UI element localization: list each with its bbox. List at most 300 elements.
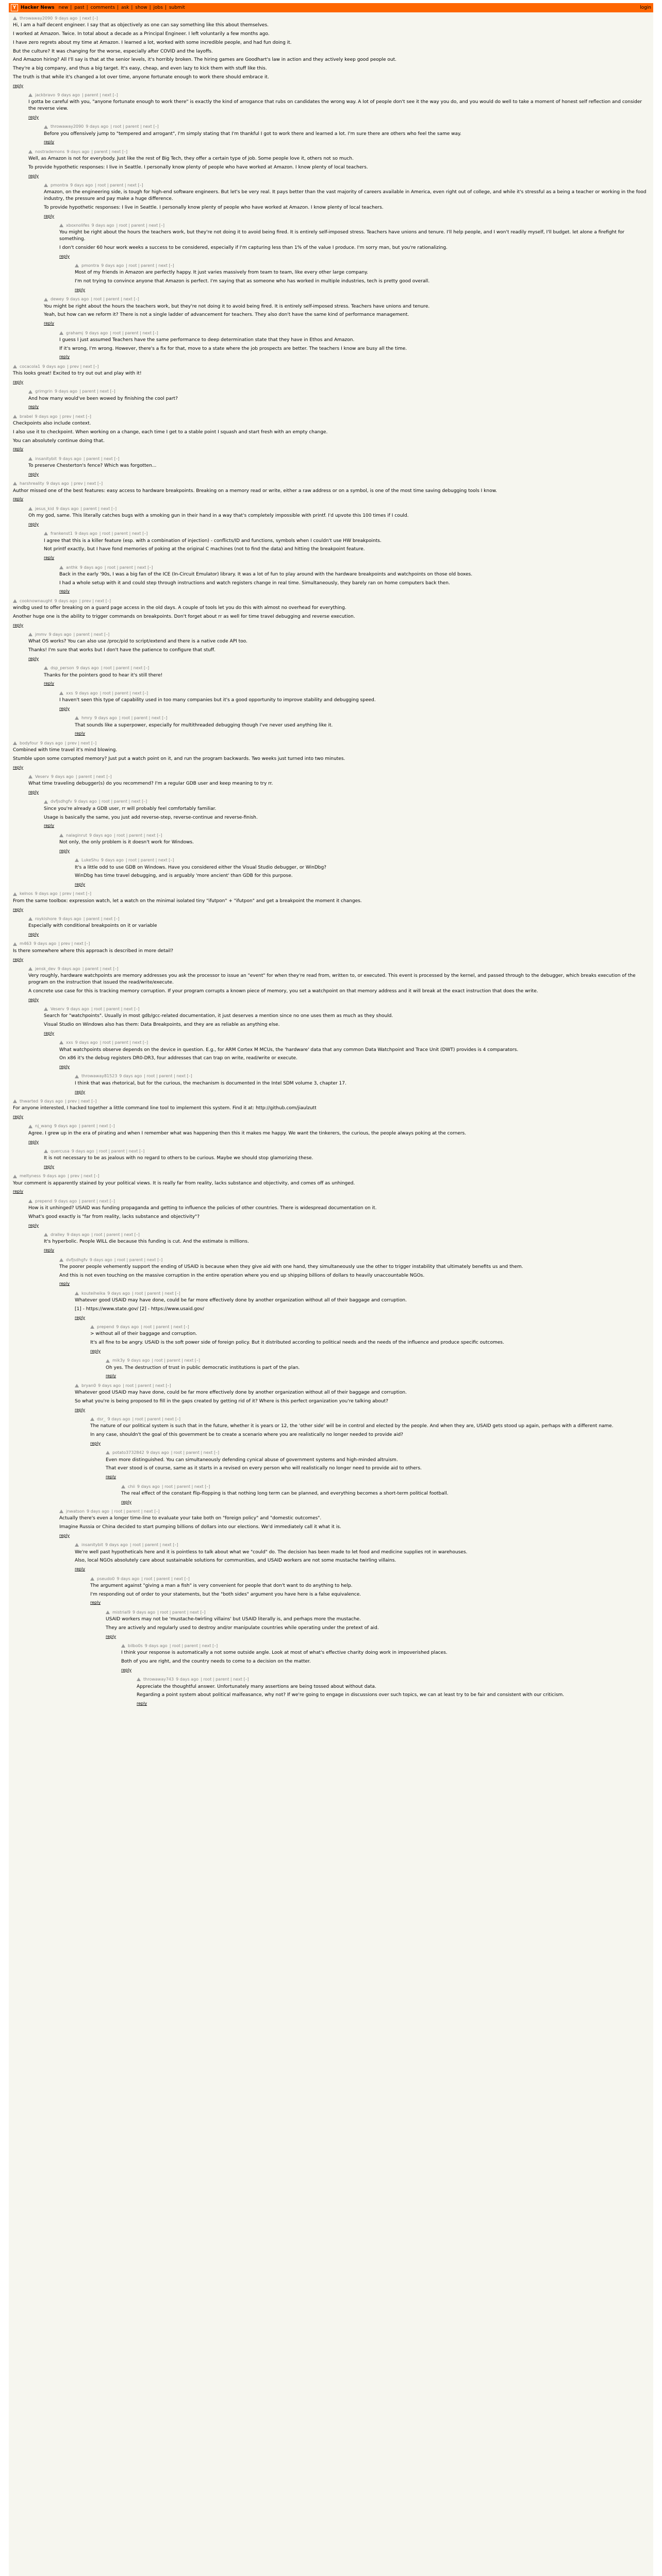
reply-link[interactable]: reply [28, 404, 39, 410]
reply-link[interactable]: reply [44, 823, 55, 828]
comment-nav-links[interactable]: | prev | next [–] [64, 740, 97, 745]
comment-author[interactable]: brabel [20, 414, 33, 419]
comment-author[interactable]: grahamj [66, 330, 84, 335]
comment-author[interactable]: harshreality [20, 481, 44, 486]
comment [75, 1073, 649, 1094]
comment-author[interactable]: m463 [20, 941, 32, 946]
reply-link[interactable]: reply [44, 213, 55, 218]
comment [90, 1416, 649, 1446]
upvote-arrow-icon[interactable] [59, 1510, 63, 1513]
comment-age[interactable]: 9 days ago [89, 833, 112, 838]
comment-nav-links[interactable]: | root | parent | next [–] [99, 531, 148, 536]
upvote-arrow-icon[interactable] [59, 834, 63, 837]
comment-nav-links[interactable]: | root | parent | next [–] [119, 716, 168, 721]
comment-nav-links[interactable]: | root | parent | next [–] [111, 1509, 160, 1514]
upvote-arrow-icon[interactable] [44, 125, 48, 129]
upvote-arrow-icon[interactable] [13, 1099, 17, 1103]
reply-link[interactable]: reply [59, 706, 70, 711]
comment-text [59, 1047, 649, 1062]
comment-nav-links[interactable]: | root | parent | next [–] [113, 833, 162, 838]
comment-age[interactable]: 9 days ago [91, 223, 114, 228]
comment-author[interactable]: bodyfour [20, 740, 38, 745]
upvote-arrow-icon[interactable] [75, 1075, 79, 1078]
comment-author[interactable]: dralley [51, 1232, 65, 1238]
reply-link[interactable]: reply [13, 957, 24, 962]
comment-nav-links[interactable]: | parent | next [–] [79, 389, 115, 394]
reply-link[interactable]: reply [90, 1600, 101, 1605]
comment-author[interactable]: mik3y [112, 1358, 125, 1363]
comment-nav-links[interactable]: | root | parent | next [–] [123, 1383, 171, 1388]
comment-age[interactable]: 9 days ago [54, 1198, 77, 1204]
upvote-arrow-icon[interactable] [75, 264, 79, 267]
comment-author[interactable]: pmontra [51, 183, 69, 188]
upvote-arrow-icon[interactable] [106, 1611, 110, 1614]
comment-author[interactable]: dsr_ [97, 1417, 106, 1422]
comment-age[interactable]: 9 days ago [58, 916, 81, 921]
comment-age[interactable]: 9 days ago [66, 297, 89, 302]
nav-past[interactable]: past [74, 5, 85, 10]
reply-link[interactable]: reply [28, 656, 39, 661]
nav-jobs[interactable]: jobs [153, 5, 163, 10]
upvote-arrow-icon[interactable] [44, 1007, 48, 1011]
reply-link[interactable]: reply [13, 907, 24, 912]
reply-link[interactable]: reply [13, 379, 24, 384]
comment-nav-links[interactable]: | prev | next [–] [79, 598, 111, 603]
reply-link[interactable]: reply [28, 173, 39, 178]
upvote-arrow-icon[interactable] [90, 1417, 94, 1421]
comment-nav-links[interactable]: | root | parent | next [–] [132, 1417, 181, 1422]
upvote-arrow-icon[interactable] [13, 1175, 17, 1178]
comment-nav-links[interactable]: | root | parent | next [–] [116, 223, 165, 228]
comment-age[interactable]: 9 days ago [71, 1148, 94, 1154]
reply-link[interactable]: reply [75, 287, 86, 292]
upvote-arrow-icon[interactable] [13, 365, 17, 368]
comment-age[interactable]: 9 days ago [89, 1257, 112, 1262]
reply-link[interactable]: reply [13, 83, 24, 88]
nav-show[interactable]: show [135, 5, 147, 10]
reply-link[interactable]: reply [59, 848, 70, 853]
reply-link[interactable]: reply [75, 1315, 86, 1320]
comment-nav-links[interactable]: | root | parent | next [–] [96, 1148, 145, 1154]
comment-author[interactable]: roykishore [35, 916, 57, 921]
comment-author[interactable]: nj_wang [35, 1124, 52, 1129]
upvote-arrow-icon[interactable] [28, 917, 32, 921]
comment-author[interactable]: throwaway81523 [81, 1074, 118, 1079]
comment-author[interactable]: dsp_person [51, 666, 74, 671]
comment-nav-links[interactable]: | parent | next [–] [82, 966, 119, 971]
comment-age[interactable]: 9 days ago [48, 632, 72, 637]
upvote-arrow-icon[interactable] [137, 1677, 141, 1681]
reply-link[interactable]: reply [28, 932, 39, 937]
upvote-arrow-icon[interactable] [28, 1199, 32, 1203]
comment-nav-links[interactable]: | prev | next [–] [68, 1174, 100, 1179]
comment-age[interactable]: 9 days ago [116, 1325, 139, 1330]
comment-text [75, 1389, 649, 1405]
comment-text [106, 1457, 649, 1472]
comment-age[interactable]: 9 days ago [55, 16, 78, 21]
comment-author[interactable]: Veserv [35, 774, 49, 779]
comment-nav-links[interactable]: | root | parent | next [–] [91, 1232, 140, 1238]
comment-author[interactable]: dewey [51, 297, 64, 302]
comment-age[interactable]: 9 days ago [54, 1124, 77, 1129]
comment-nav-links[interactable]: | parent | next [–] [79, 1198, 115, 1204]
reply-link[interactable]: reply [13, 622, 24, 628]
comment-author[interactable]: potato3732842 [112, 1450, 144, 1455]
comment-nav-links[interactable]: | prev | next [–] [58, 941, 90, 946]
upvote-arrow-icon[interactable] [90, 1577, 94, 1581]
reply-link[interactable]: reply [75, 1089, 86, 1094]
comment-age[interactable]: 9 days ago [35, 414, 58, 419]
comment-nav-links[interactable]: | root | parent | next [–] [201, 1677, 249, 1682]
reply-link[interactable]: reply [13, 1189, 24, 1194]
reply-link[interactable]: reply [106, 1374, 117, 1379]
comment-text [28, 156, 649, 171]
reply-link[interactable]: reply [44, 1248, 55, 1253]
reply-link[interactable]: reply [106, 1634, 117, 1639]
upvote-arrow-icon[interactable] [44, 666, 48, 670]
comment-age[interactable]: 9 days ago [67, 1232, 90, 1238]
upvote-arrow-icon[interactable] [44, 1233, 48, 1236]
login-link[interactable]: login [640, 5, 651, 10]
comment-age[interactable]: 9 days ago [34, 941, 56, 946]
comment-author[interactable]: frankenst1 [51, 531, 73, 536]
reply-link[interactable]: reply [44, 681, 55, 686]
comment-age[interactable]: 9 days ago [40, 1098, 63, 1104]
comment-nav-links[interactable]: | parent | next [–] [91, 149, 128, 154]
comment-author[interactable]: pmontra [81, 263, 100, 268]
comment-age[interactable]: 9 days ago [117, 1576, 140, 1581]
comment-age[interactable]: 9 days ago [101, 858, 124, 863]
upvote-arrow-icon[interactable] [75, 1292, 79, 1295]
reply-link[interactable]: reply [137, 1701, 147, 1706]
reply-link[interactable]: reply [59, 1281, 70, 1286]
comment-age[interactable]: 9 days ago [75, 1040, 98, 1045]
comment-author[interactable]: LukeShu [81, 858, 99, 863]
site-title[interactable]: Hacker News [21, 5, 55, 10]
comment-author[interactable]: insanitybit [35, 456, 57, 461]
comment-nav-links[interactable]: | root | parent | next [–] [104, 565, 153, 570]
comment-author[interactable]: bilbo0s [128, 1643, 143, 1649]
comment-author[interactable]: xxs [66, 1040, 73, 1045]
upvote-arrow-icon[interactable] [13, 16, 17, 20]
comment-author[interactable]: chii [128, 1484, 135, 1489]
comment-age[interactable]: 9 days ago [107, 1417, 130, 1422]
comment-author[interactable]: prepend [35, 1198, 53, 1204]
comment-author[interactable]: insanitybit [81, 1543, 103, 1548]
reply-link[interactable]: reply [59, 1533, 70, 1538]
comment-age[interactable]: 9 days ago [87, 1509, 109, 1514]
comment-author[interactable]: prepend [97, 1325, 114, 1330]
comment-age[interactable]: 9 days ago [56, 506, 79, 511]
comment-paragraph: If it's wrong, I'm wrong. However, there's a fix for that, move to a state where the job prospects are better. The teachers I know are busy all the time. [59, 346, 407, 351]
comment-author[interactable]: anthk [66, 565, 78, 570]
comment-author[interactable]: kouteiheika [81, 1291, 106, 1296]
comment-author[interactable]: quercusa [51, 1148, 70, 1154]
comment-age[interactable]: 9 days ago [57, 966, 80, 971]
upvote-arrow-icon[interactable] [44, 1149, 48, 1153]
upvote-arrow-icon[interactable] [28, 457, 32, 461]
reply-link[interactable]: reply [59, 354, 70, 360]
upvote-arrow-icon[interactable] [28, 93, 32, 97]
upvote-arrow-icon[interactable] [44, 800, 48, 804]
comment-age[interactable]: 9 days ago [57, 93, 80, 98]
nav-links: new | past | comments | ask | show | jobs | submit [58, 5, 185, 10]
comment [44, 531, 649, 561]
upvote-arrow-icon[interactable] [13, 482, 17, 485]
upvote-arrow-icon[interactable] [106, 1359, 110, 1363]
comment-author[interactable]: xxs [66, 690, 73, 696]
comment-nav-links[interactable]: | root | parent | next [–] [152, 1358, 200, 1363]
comment-age[interactable]: 9 days ago [86, 124, 109, 129]
comment-age[interactable]: 9 days ago [105, 1543, 128, 1548]
comment-nav-links[interactable]: | root | parent | next [–] [91, 297, 139, 302]
comment-nav-links[interactable]: | prev | next [–] [59, 414, 91, 419]
reply-link[interactable]: reply [59, 589, 70, 594]
comment-age[interactable]: 9 days ago [70, 183, 93, 188]
comment-age[interactable]: 9 days ago [75, 690, 98, 696]
upvote-arrow-icon[interactable] [13, 741, 17, 745]
comment-age[interactable]: 9 days ago [119, 1074, 142, 1079]
upvote-arrow-icon[interactable] [59, 224, 63, 227]
upvote-arrow-icon[interactable] [106, 1451, 110, 1454]
comment-nav-links[interactable]: | root | parent | next [–] [141, 1325, 189, 1330]
reply-link[interactable]: reply [121, 1499, 132, 1504]
comment-age[interactable]: 9 days ago [66, 1006, 89, 1011]
comment-age[interactable]: 9 days ago [43, 1174, 66, 1179]
comment-age[interactable]: 9 days ago [79, 565, 103, 570]
comment-age[interactable]: 9 days ago [98, 1383, 121, 1388]
comment-nav-links[interactable]: | root | parent | next [–] [100, 690, 148, 696]
upvote-arrow-icon[interactable] [59, 1258, 63, 1262]
comment [13, 941, 649, 962]
upvote-arrow-icon[interactable] [28, 1125, 32, 1128]
nav-ask[interactable]: ask [121, 5, 129, 10]
comment-age[interactable]: 9 days ago [107, 1291, 130, 1296]
upvote-arrow-icon[interactable] [59, 691, 63, 695]
comment-age[interactable]: 9 days ago [133, 1609, 155, 1615]
comment-nav-links[interactable]: | root | parent | next [–] [98, 799, 147, 804]
comment-paragraph: Agree. I grew up in the era of pirating and when I remember what was happening then this it makes me happy. We want the tinkerers, the curious, the people always poking at the corners. [28, 1130, 467, 1136]
comment-age[interactable]: 9 days ago [146, 1450, 169, 1455]
comment-paragraph: [1] - https://www.state.gov/ [2] - https://www.usaid.gov/ [75, 1306, 204, 1312]
comment-nav-links[interactable]: | root | parent | next [–] [157, 1609, 206, 1615]
comment-age[interactable]: 9 days ago [127, 1358, 150, 1363]
reply-link[interactable]: reply [28, 521, 39, 527]
comment-nav-links[interactable]: | root | parent | next [–] [101, 666, 150, 671]
comment-author[interactable]: bryan0 [81, 1383, 96, 1388]
upvote-arrow-icon[interactable] [28, 507, 32, 511]
comment-age[interactable]: 9 days ago [85, 330, 108, 335]
reply-link[interactable]: reply [106, 1475, 117, 1480]
reply-link[interactable]: reply [28, 471, 39, 477]
comment-age[interactable]: 9 days ago [46, 481, 69, 486]
upvote-arrow-icon[interactable] [44, 532, 48, 535]
upvote-arrow-icon[interactable] [28, 775, 32, 778]
reply-link[interactable]: reply [28, 997, 39, 1002]
reply-link[interactable]: reply [44, 140, 55, 145]
comment-paragraph: You can absolutely continue doing that. [13, 438, 105, 444]
reply-link[interactable]: reply [75, 1567, 86, 1572]
comment-author[interactable]: grimgrin [35, 389, 53, 394]
comment-age[interactable]: 9 days ago [67, 149, 90, 154]
comment-author[interactable]: Veserv [51, 1006, 64, 1011]
comment-author[interactable]: thwarted [20, 1098, 39, 1104]
comment-nav-links[interactable]: | root | parent | next [–] [114, 1257, 163, 1262]
upvote-arrow-icon[interactable] [59, 566, 63, 569]
comment-author[interactable]: jackbravo [35, 93, 56, 98]
comment-nav-links[interactable]: | root | parent | next [–] [171, 1450, 220, 1455]
comment-nav-links[interactable]: | parent | next [–] [83, 456, 120, 461]
comment-author[interactable]: cooknownaught [20, 598, 53, 603]
reply-link[interactable]: reply [90, 1440, 101, 1446]
upvote-arrow-icon[interactable] [121, 1485, 125, 1488]
comment-nav-links[interactable]: | root | parent | next [–] [110, 124, 159, 129]
comment-nav-links[interactable]: | prev | next [–] [65, 1098, 97, 1104]
comment-nav-links[interactable]: | root | parent | next [–] [132, 1291, 180, 1296]
comment-nav-links[interactable]: | root | parent | next [–] [125, 858, 174, 863]
upvote-arrow-icon[interactable] [59, 1041, 63, 1044]
comment-author[interactable]: jesus_kid [35, 506, 54, 511]
upvote-arrow-icon[interactable] [75, 1543, 79, 1547]
reply-link[interactable]: reply [28, 1223, 39, 1228]
comment-text [59, 571, 649, 587]
reply-link[interactable]: reply [13, 1114, 24, 1120]
comment-author[interactable]: throwaway2090 [20, 16, 53, 21]
comment-age[interactable]: 9 days ago [176, 1677, 199, 1682]
comment-age[interactable]: 9 days ago [58, 456, 81, 461]
comment-age[interactable]: 9 days ago [55, 389, 77, 394]
comment-author[interactable]: dvfjsdhgfv [51, 799, 72, 804]
upvote-arrow-icon[interactable] [13, 415, 17, 418]
comment-nav-links[interactable]: | root | parent | next [–] [126, 263, 174, 268]
comment-author[interactable]: nostrademons [35, 149, 65, 154]
nav-new[interactable]: new [58, 5, 69, 10]
reply-link[interactable]: reply [28, 114, 39, 120]
comment-age[interactable]: 9 days ago [42, 364, 65, 369]
upvote-arrow-icon[interactable] [28, 390, 32, 394]
comment-age[interactable]: 9 days ago [54, 598, 77, 603]
comment-nav-links[interactable]: | parent | next [–] [80, 506, 117, 511]
comment-author[interactable]: meltyness [20, 1174, 41, 1179]
comment-header [59, 565, 649, 570]
reply-link[interactable]: reply [44, 1164, 55, 1169]
reply-link[interactable]: reply [59, 253, 70, 259]
upvote-arrow-icon[interactable] [28, 633, 32, 636]
comment-age[interactable]: 9 days ago [51, 774, 74, 779]
comment-age[interactable]: 9 days ago [144, 1643, 168, 1649]
comment-age[interactable]: 9 days ago [40, 740, 63, 745]
upvote-arrow-icon[interactable] [28, 150, 32, 154]
comment-nav-links[interactable]: | parent | next [–] [82, 93, 118, 98]
nav-comments[interactable]: comments [90, 5, 115, 10]
reply-link[interactable]: reply [13, 497, 24, 502]
reply-link[interactable]: reply [13, 765, 24, 770]
upvote-arrow-icon[interactable] [44, 298, 48, 301]
comment-age[interactable]: 9 days ago [76, 666, 99, 671]
comment-nav-links[interactable]: | root | parent | next [–] [144, 1074, 192, 1079]
comment-author[interactable]: jnwatson [66, 1509, 85, 1514]
comment-nav-links[interactable]: | parent | next [–] [78, 1124, 115, 1129]
comment-header [28, 456, 649, 462]
reply-link[interactable]: reply [44, 1030, 55, 1036]
comment-paragraph: And this is not even touching on the massive corruption in the entire operation where you end up shipping billions of dollars to heavily unaccountable NGOs. [59, 1273, 425, 1278]
reply-link[interactable]: reply [75, 731, 86, 736]
comment-age[interactable]: 9 days ago [94, 716, 117, 721]
upvote-arrow-icon[interactable] [75, 716, 79, 720]
comment-nav-links[interactable]: | root | parent | next [–] [100, 1040, 148, 1045]
comment-age[interactable]: 9 days ago [35, 891, 58, 896]
comment-age[interactable]: 9 days ago [74, 531, 97, 536]
hn-logo-icon[interactable]: Y [11, 4, 18, 11]
reply-link[interactable]: reply [121, 1667, 132, 1672]
reply-link[interactable]: reply [90, 1348, 101, 1353]
comment-nav-links[interactable]: | root | parent | next [–] [110, 330, 158, 335]
comment-author[interactable]: nalaginrut [66, 833, 87, 838]
comment-author[interactable]: jmmv [35, 632, 47, 637]
comment-text [28, 99, 649, 112]
reply-link[interactable]: reply [75, 1407, 86, 1412]
comment-nav-links[interactable]: | root | parent | next [–] [95, 183, 143, 188]
comment-nav-links[interactable]: | root | parent | next [–] [161, 1484, 210, 1489]
upvote-arrow-icon[interactable] [121, 1644, 125, 1648]
comment-nav-links[interactable]: | prev | next [–] [67, 364, 99, 369]
comment-nav-links[interactable]: | parent | next [–] [73, 632, 110, 637]
comment-age[interactable]: 9 days ago [74, 799, 97, 804]
reply-link[interactable]: reply [28, 1139, 39, 1144]
upvote-arrow-icon[interactable] [75, 858, 79, 862]
reply-link[interactable]: reply [13, 447, 24, 452]
upvote-arrow-icon[interactable] [59, 331, 63, 335]
comment-author[interactable]: pseudo0 [97, 1576, 115, 1581]
comment-nav-links[interactable]: | prev | next [–] [71, 481, 103, 486]
comment-age[interactable]: 9 days ago [137, 1484, 160, 1489]
upvote-arrow-icon[interactable] [13, 599, 17, 603]
comment-author[interactable]: dvfjsdhgfv [66, 1257, 88, 1262]
reply-link[interactable]: reply [44, 555, 55, 561]
comment-paragraph: That sounds like a superpower, especially for multithreaded debugging though I've never used anything like it. [75, 722, 333, 728]
comment-author[interactable]: throwaway2090 [51, 124, 84, 129]
comment-author[interactable]: kelnos [20, 891, 33, 896]
comment-nav-links[interactable]: | parent | next [–] [75, 774, 112, 779]
upvote-arrow-icon[interactable] [75, 1384, 79, 1387]
comment-author[interactable]: hmry [81, 716, 92, 721]
reply-link[interactable]: reply [59, 1064, 70, 1070]
comment-author[interactable]: mistrial9 [112, 1609, 131, 1615]
upvote-arrow-icon[interactable] [44, 183, 48, 187]
comment-nav-links[interactable]: | root | parent | next [–] [169, 1643, 218, 1649]
upvote-arrow-icon[interactable] [13, 892, 17, 896]
comment-age[interactable]: 9 days ago [101, 263, 124, 268]
comment-author[interactable]: throwaway743 [143, 1677, 174, 1682]
comment-nav-links[interactable]: | root | parent | next [–] [141, 1576, 190, 1581]
nav-submit[interactable]: submit [169, 5, 185, 10]
upvote-arrow-icon[interactable] [13, 942, 17, 946]
upvote-arrow-icon[interactable] [90, 1325, 94, 1329]
reply-link[interactable]: reply [44, 321, 55, 326]
reply-link[interactable]: reply [28, 790, 39, 795]
comment-nav-links[interactable]: | root | parent | next [–] [129, 1543, 178, 1548]
comment-author[interactable]: cocacola1 [20, 364, 41, 369]
comment-nav-links[interactable]: | prev | next [–] [59, 891, 91, 896]
upvote-arrow-icon[interactable] [28, 967, 32, 971]
comment-author[interactable]: xboxnolifes [66, 223, 90, 228]
reply-link[interactable]: reply [75, 882, 86, 887]
comment-nav-links[interactable]: | next [–] [79, 16, 98, 21]
comment-author[interactable]: jensk_dev [35, 966, 56, 971]
comment-header [44, 296, 649, 302]
comment-nav-links[interactable]: | root | parent | next [–] [91, 1006, 140, 1011]
comment-nav-links[interactable]: | parent | next [–] [83, 916, 120, 921]
